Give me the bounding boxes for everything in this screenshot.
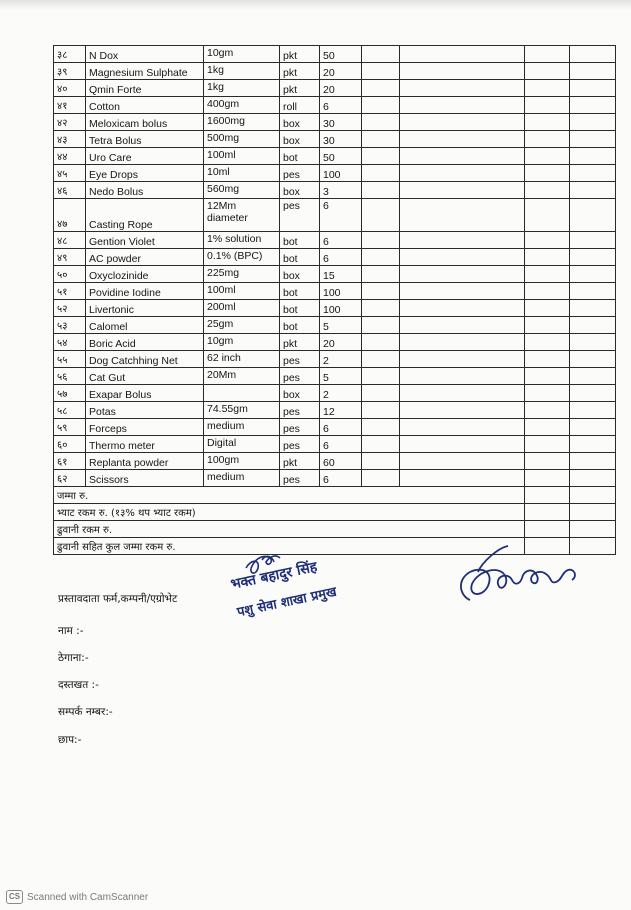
quantity-cell: 6 (320, 419, 362, 436)
specification-cell: 10gm (204, 334, 280, 351)
item-name-cell: Povidine Iodine (86, 283, 204, 300)
specification-cell: 25gm (204, 317, 280, 334)
scanner-footer (6, 890, 148, 904)
specification-cell: medium (204, 470, 280, 487)
item-name-cell: AC powder (86, 249, 204, 266)
quantity-cell: 5 (320, 368, 362, 385)
item-name-cell: Uro Care (86, 148, 204, 165)
serial-number-cell: ५० (54, 266, 86, 283)
quantity-cell: 100 (320, 283, 362, 300)
specification-cell: 10ml (204, 165, 280, 182)
quantity-cell: 6 (320, 97, 362, 114)
serial-number-cell: ५२ (54, 300, 86, 317)
quantity-cell: 2 (320, 385, 362, 402)
unit-cell: box (280, 266, 320, 283)
name-label: नाम :- (58, 625, 84, 637)
quantity-cell: 6 (320, 249, 362, 266)
summary-label: भ्याट रकम रु. (१३% थप भ्याट रकम) (54, 504, 525, 521)
camscanner-logo: CS (6, 890, 23, 904)
unit-cell: bot (280, 317, 320, 334)
serial-number-cell: ४१ (54, 97, 86, 114)
unit-cell: pkt (280, 46, 320, 63)
item-name-cell: Oxyclozinide (86, 266, 204, 283)
unit-cell: pkt (280, 453, 320, 470)
item-name-cell: Thermo meter (86, 436, 204, 453)
quantity-cell: 30 (320, 131, 362, 148)
officer-signature (461, 546, 575, 600)
quantity-cell: 6 (320, 436, 362, 453)
serial-number-cell: ४२ (54, 114, 86, 131)
unit-cell: box (280, 114, 320, 131)
serial-number-cell: ४७ (54, 199, 86, 232)
specification-cell: 200ml (204, 300, 280, 317)
item-name-cell: Qmin Forte (86, 80, 204, 97)
unit-cell: pes (280, 419, 320, 436)
contact-label: सम्पर्क नम्बर:- (58, 706, 113, 718)
item-name-cell: Exapar Bolus (86, 385, 204, 402)
item-name-cell: Calomel (86, 317, 204, 334)
signature-label: दस्तखत :- (58, 679, 99, 691)
specification-cell: 225mg (204, 266, 280, 283)
quantity-cell: 20 (320, 80, 362, 97)
item-name-cell: Boric Acid (86, 334, 204, 351)
specification-cell: 1kg (204, 80, 280, 97)
item-name-cell: Scissors (86, 470, 204, 487)
serial-number-cell: ५७ (54, 385, 86, 402)
unit-cell: bot (280, 232, 320, 249)
unit-cell: pes (280, 165, 320, 182)
item-name-cell: Tetra Bolus (86, 131, 204, 148)
specification-cell: 1kg (204, 63, 280, 80)
serial-number-cell: ४५ (54, 165, 86, 182)
specification-cell: 560mg (204, 182, 280, 199)
unit-cell: pes (280, 351, 320, 368)
specification-cell: 400gm (204, 97, 280, 114)
item-name-cell: Livertonic (86, 300, 204, 317)
serial-number-cell: ५६ (54, 368, 86, 385)
serial-number-cell: ५४ (54, 334, 86, 351)
unit-cell: pkt (280, 334, 320, 351)
item-name-cell: Nedo Bolus (86, 182, 204, 199)
specification-cell: 100ml (204, 148, 280, 165)
quantity-cell: 60 (320, 453, 362, 470)
unit-cell: pes (280, 199, 320, 232)
unit-cell: bot (280, 283, 320, 300)
unit-cell: box (280, 385, 320, 402)
serial-number-cell: ४८ (54, 232, 86, 249)
serial-number-cell: ५८ (54, 402, 86, 419)
quantity-cell: 6 (320, 470, 362, 487)
unit-cell: pes (280, 470, 320, 487)
item-name-cell: Replanta powder (86, 453, 204, 470)
serial-number-cell: ४४ (54, 148, 86, 165)
serial-number-cell: ३९ (54, 63, 86, 80)
quantity-cell: 2 (320, 351, 362, 368)
serial-number-cell: ६० (54, 436, 86, 453)
serial-number-cell: ४६ (54, 182, 86, 199)
unit-cell: pes (280, 368, 320, 385)
item-name-cell: Casting Rope (86, 199, 204, 232)
unit-cell: pkt (280, 80, 320, 97)
quantity-cell: 50 (320, 46, 362, 63)
stamp-line-1: भक्त बहादुर सिंह (229, 559, 319, 593)
serial-number-cell: ५९ (54, 419, 86, 436)
item-name-cell: Magnesium Sulphate (86, 63, 204, 80)
summary-label: जम्मा रु. (54, 487, 525, 504)
summary-label: ढुवानी सहित कुल जम्मा रकम रु. (54, 538, 525, 555)
specification-cell: 62 inch (204, 351, 280, 368)
quantity-cell: 100 (320, 300, 362, 317)
serial-number-cell: ५३ (54, 317, 86, 334)
item-name-cell: Dog Catchhing Net (86, 351, 204, 368)
specification-cell: medium (204, 419, 280, 436)
quantity-cell: 3 (320, 182, 362, 199)
unit-cell: bot (280, 249, 320, 266)
footer-text: Scanned with CamScanner (27, 891, 149, 903)
specification-cell: 100ml (204, 283, 280, 300)
item-name-cell: Cotton (86, 97, 204, 114)
proposer-title: प्रस्तावदाता फर्म,कम्पनी/एग्रोभेट (58, 593, 178, 605)
specification-cell: 1% solution (204, 232, 280, 249)
quantity-cell: 20 (320, 63, 362, 80)
specification-cell: 74.55gm (204, 402, 280, 419)
quantity-cell: 100 (320, 165, 362, 182)
summary-label: ढुवानी रकम रु. (54, 521, 525, 538)
item-name-cell: Meloxicam bolus (86, 114, 204, 131)
quantity-cell: 15 (320, 266, 362, 283)
unit-cell: roll (280, 97, 320, 114)
serial-number-cell: ६१ (54, 453, 86, 470)
serial-number-cell: ६२ (54, 470, 86, 487)
unit-cell: pkt (280, 63, 320, 80)
unit-cell: pes (280, 402, 320, 419)
item-name-cell: Forceps (86, 419, 204, 436)
item-name-cell: Potas (86, 402, 204, 419)
item-name-cell: N Dox (86, 46, 204, 63)
specification-cell: 0.1% (BPC) (204, 249, 280, 266)
unit-cell: box (280, 131, 320, 148)
specification-cell: 12Mm diameter (204, 199, 280, 232)
item-name-cell: Gention Violet (86, 232, 204, 249)
unit-cell: box (280, 182, 320, 199)
item-name-cell: Eye Drops (86, 165, 204, 182)
address-label: ठेगाना:- (58, 652, 89, 664)
seal-label: छाप:- (58, 734, 82, 746)
item-name-cell: Cat Gut (86, 368, 204, 385)
quantity-cell: 6 (320, 199, 362, 232)
quantity-cell: 50 (320, 148, 362, 165)
unit-cell: pes (280, 436, 320, 453)
specification-cell: 10gm (204, 46, 280, 63)
specification-cell: 100gm (204, 453, 280, 470)
serial-number-cell: ४९ (54, 249, 86, 266)
specification-cell: 500mg (204, 131, 280, 148)
serial-number-cell: ४३ (54, 131, 86, 148)
serial-number-cell: ३८ (54, 46, 86, 63)
quantity-cell: 20 (320, 334, 362, 351)
unit-cell: bot (280, 300, 320, 317)
specification-cell: 20Mm (204, 368, 280, 385)
stamp-line-2: पशु सेवा शाखा प्रमुख (235, 584, 338, 621)
quantity-cell: 12 (320, 402, 362, 419)
unit-cell: bot (280, 148, 320, 165)
serial-number-cell: ५५ (54, 351, 86, 368)
quantity-cell: 5 (320, 317, 362, 334)
specification-cell: Digital (204, 436, 280, 453)
serial-number-cell: ४० (54, 80, 86, 97)
quantity-cell: 6 (320, 232, 362, 249)
specification-cell: 1600mg (204, 114, 280, 131)
quantity-cell: 30 (320, 114, 362, 131)
serial-number-cell: ५१ (54, 283, 86, 300)
